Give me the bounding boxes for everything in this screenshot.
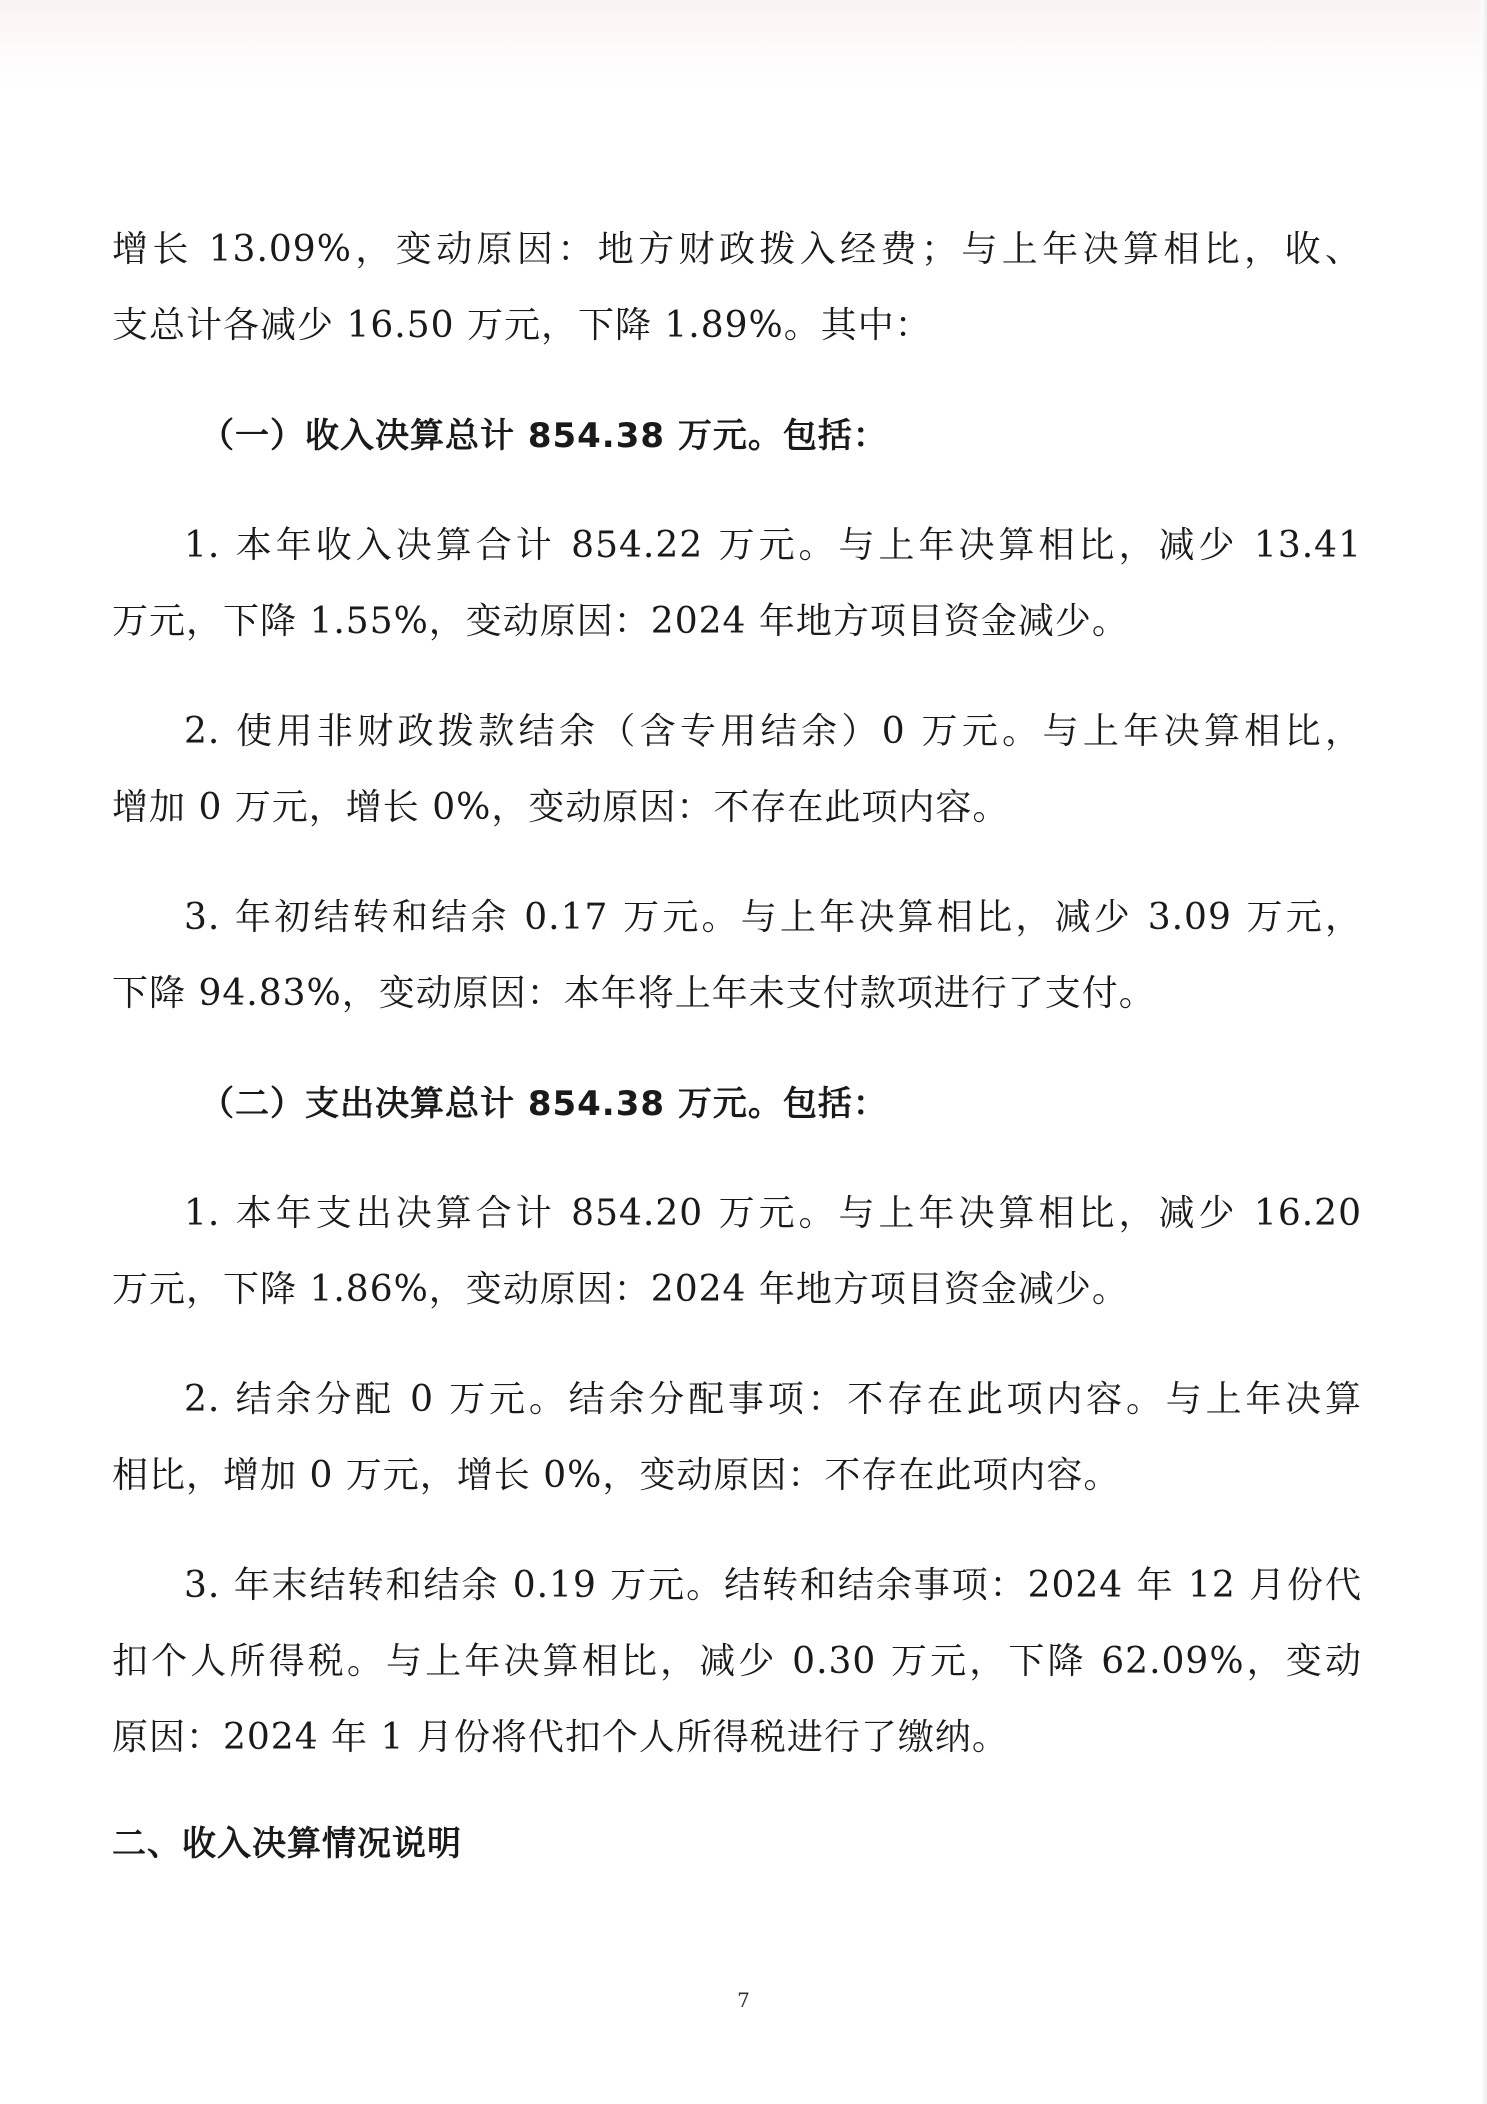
- scan-edge-shadow: [1481, 0, 1487, 2104]
- text-line: 支总计各减少 16.50 万元，下降 1.89%。其中：: [112, 305, 932, 346]
- text-line: 增加 0 万元，增长 0%，变动原因：不存在此项内容。: [112, 787, 1010, 828]
- section-heading: 二、收入决算情况说明: [112, 1824, 462, 1864]
- text-line: 原因：2024 年 1 月份将代扣个人所得税进行了缴纳。: [112, 1717, 1009, 1758]
- expense-total-heading: （二）支出决算总计 854.38 万元。包括：: [200, 1084, 888, 1124]
- income-total-heading: （一）收入决算总计 854.38 万元。包括：: [200, 416, 888, 456]
- text-line: 2. 结余分配 0 万元。结余分配事项：不存在此项内容。与上年决算: [184, 1379, 1362, 1420]
- expense-item-1: [112, 1176, 1362, 1328]
- intro-paragraph: [112, 212, 1362, 364]
- expense-item-2: [112, 1362, 1362, 1514]
- text-line: 增长 13.09%，变动原因：地方财政拨入经费；与上年决算相比，收、: [112, 229, 1362, 270]
- expense-item-3: [112, 1548, 1362, 1776]
- text-line: 万元，下降 1.55%，变动原因：2024 年地方项目资金减少。: [112, 601, 1129, 642]
- text-line: 1. 本年收入决算合计 854.22 万元。与上年决算相比，减少 13.41: [184, 525, 1362, 566]
- text-line: 2. 使用非财政拨款结余（含专用结余）0 万元。与上年决算相比，: [184, 711, 1362, 752]
- page-number: 7: [737, 1988, 750, 2012]
- income-item-2: [112, 694, 1362, 846]
- text-line: 3. 年初结转和结余 0.17 万元。与上年决算相比，减少 3.09 万元，: [184, 897, 1362, 938]
- text-line: 扣个人所得税。与上年决算相比，减少 0.30 万元，下降 62.09%，变动: [112, 1641, 1362, 1682]
- text-line: 万元，下降 1.86%，变动原因：2024 年地方项目资金减少。: [112, 1269, 1129, 1310]
- text-line: 1. 本年支出决算合计 854.20 万元。与上年决算相比，减少 16.20: [184, 1193, 1362, 1234]
- text-line: 3. 年末结转和结余 0.19 万元。结转和结余事项：2024 年 12 月份代: [184, 1565, 1362, 1606]
- text-line: 相比，增加 0 万元，增长 0%，变动原因：不存在此项内容。: [112, 1455, 1121, 1496]
- income-item-3: [112, 880, 1362, 1032]
- text-line: 下降 94.83%，变动原因：本年将上年未支付款项进行了支付。: [112, 973, 1156, 1014]
- document-body: [112, 212, 1362, 1882]
- income-item-1: [112, 508, 1362, 660]
